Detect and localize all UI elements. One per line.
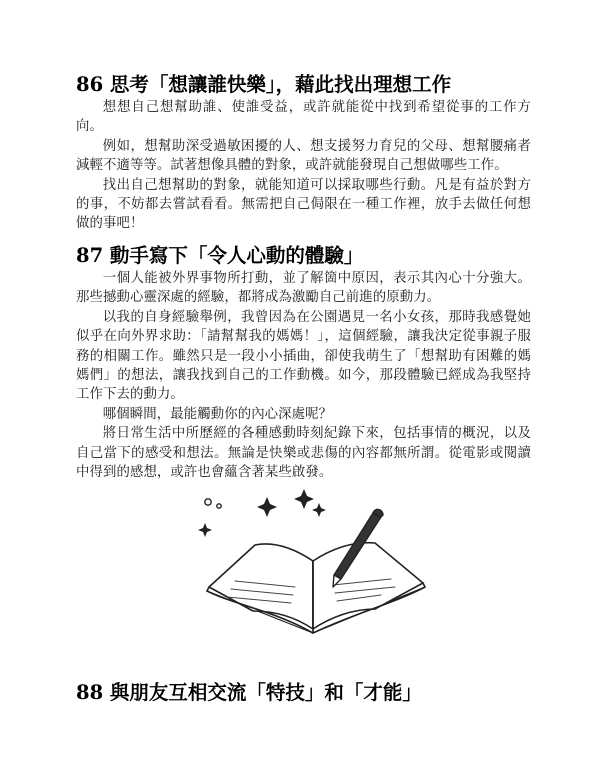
paragraph: 將日常生活中所歷經的各種感動時刻紀錄下來，包括事情的概況，以及自己當下的感受和想法。無論是快樂或悲傷的內容都無所謂。從電影或閱讀中得到的感想，或許也會蘊含著某些啟發。 — [76, 426, 531, 481]
section-heading: 86 思考「想讓誰快樂」，藉此找出理想工作 — [76, 73, 452, 96]
section-heading: 87 動手寫下「令人心動的體驗」 — [76, 244, 364, 267]
section-heading: 88 與朋友互相交流「特技」和「才能」 — [76, 681, 422, 704]
paragraph: 以我的自身經驗舉例，我曾因為在公園遇見一名小女孩，那時我感覺她似乎在向外界求助：「請幫幫我的媽媽！」，這個經驗，讓我決定從事親子服務的相關工作。雖然只是一段小小插曲，卻使我萌生了「想幫助有困難的媽媽們」的想法，讓我找到自己的工作動機。如今，那段體驗已經成為我堅持工作下去的動力。 — [76, 309, 531, 403]
section-87 — [76, 243, 531, 482]
section-88 — [76, 680, 531, 706]
section-86 — [76, 72, 531, 234]
paragraph: 找出自己想幫助的對象，就能知道可以採取哪些行動。凡是有益於對方的事，不妨都去嘗試看看。無需把自己侷限在一種工作裡，放手去做任何想做的事吧！ — [76, 177, 531, 232]
paragraph: 哪個瞬間，最能觸動你的內心深處呢？ — [102, 406, 333, 422]
paragraph: 例如，想幫助深受過敏困擾的人、想支援努力育兒的父母、想幫腰痛者減輕不適等等。試著想像具體的對象，或許就能發現自己想做哪些工作。 — [76, 138, 531, 174]
paragraph: 想想自己想幫助誰、使誰受益，或許就能從中找到希望從事的工作方向。 — [76, 100, 531, 135]
open-book-with-pen-and-sparkles-icon — [195, 483, 440, 643]
paragraph: 一個人能被外界事物所打動，並了解箇中原因，表示其內心十分強大。那些撼動心靈深處的經驗，都將成為激勵自己前進的原動力。 — [76, 271, 531, 306]
